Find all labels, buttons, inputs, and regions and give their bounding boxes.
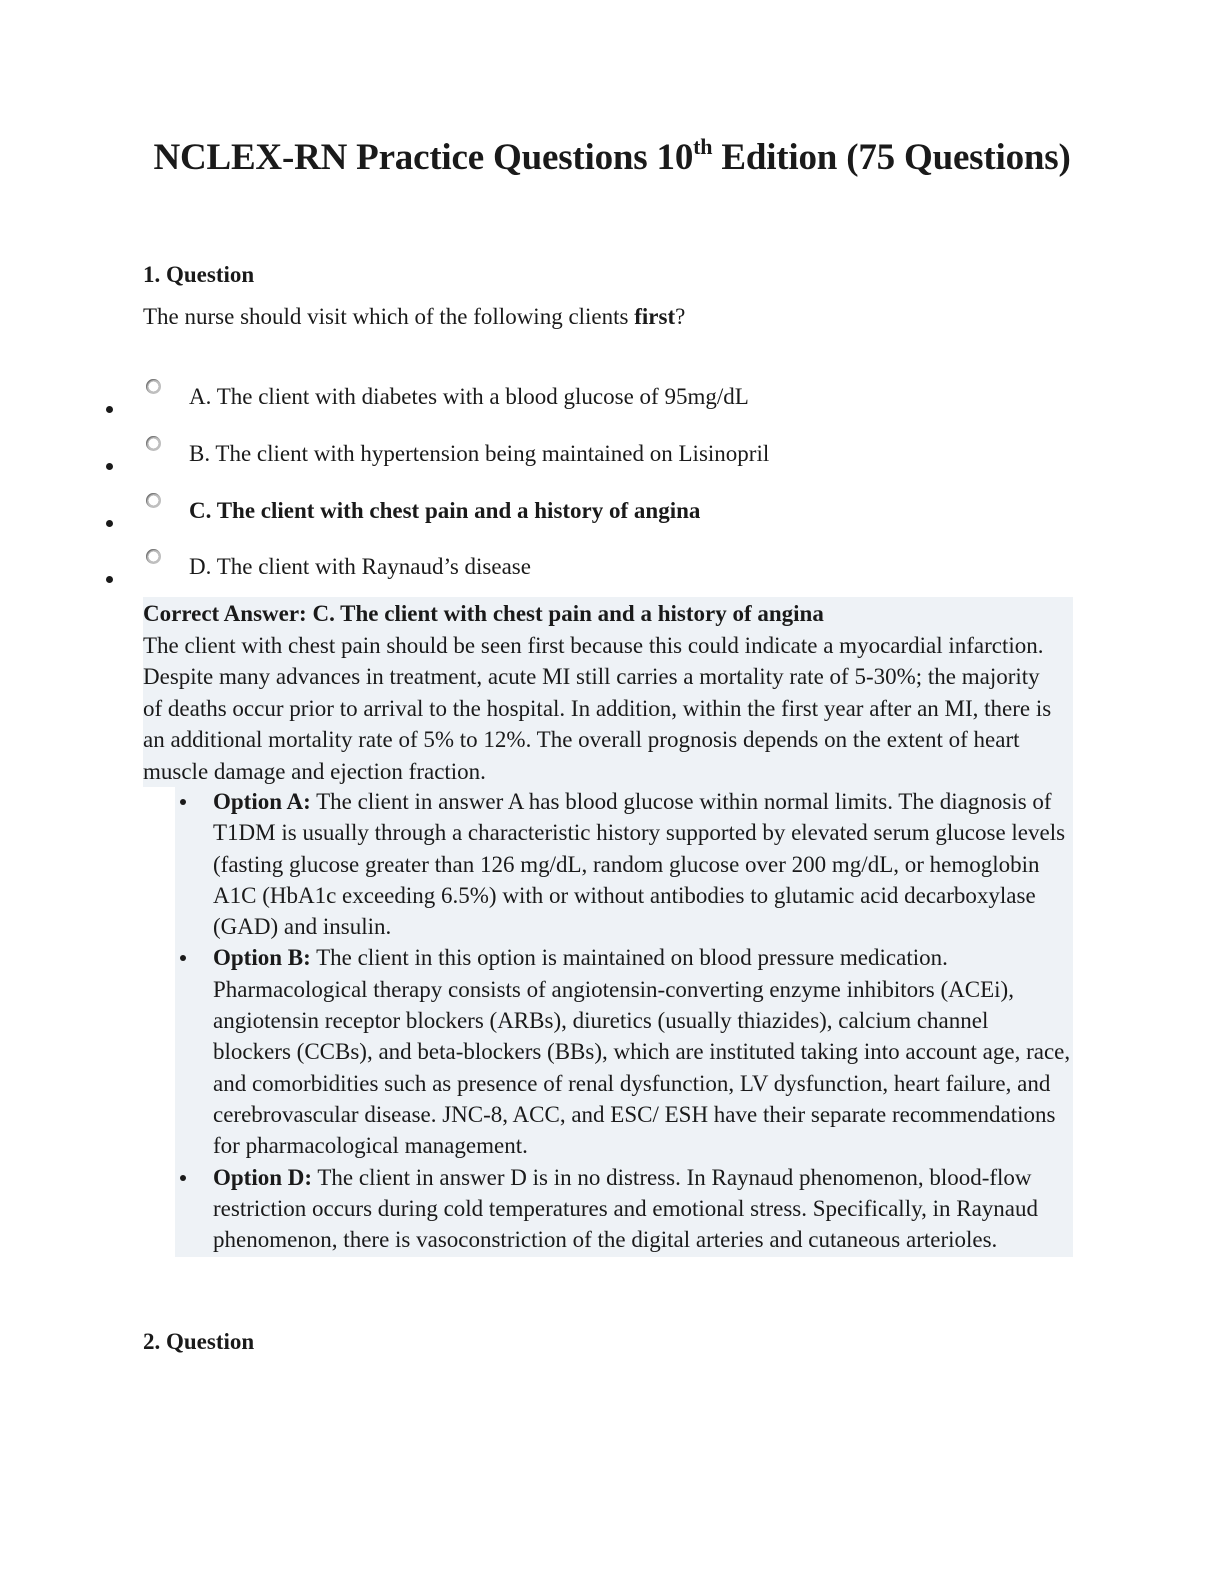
explanation-option-b — [213, 942, 1071, 1161]
question-1-heading: 1. Question — [143, 262, 255, 287]
explanation-option-d — [213, 1162, 1071, 1256]
option-a[interactable] — [0, 384, 1224, 432]
explanation-option-label: Option A: — [213, 789, 311, 814]
explanation-text: The client in answer A has blood glucose within normal limits. The diagnosis of T1DM is usually through a characteristic history supported by elevated serum glucose levels (fasting glucose greater than 126 mg/dL, random glucose over 200 mg/dL, or hemoglobin A1C (HbA1c exceeding 6.5%) with or without antibodies to glutamic acid decarboxylase (GAD) and insulin. — [213, 789, 1066, 940]
explanation-option-label: Option B: — [213, 945, 311, 971]
rationale-paragraph: The client with chest pain should be seen first because this could indicate a myocardial infarction. Despite many advances in treatment, acute MI still carries a mortality rate of 5-30%; the majority of deaths occur prior to arrival to the hospital. In addition, within the first year after an MI, there is an additional mortality rate of 5% to 12%. The overall prognosis depends on the extent of heart muscle damage and ejection fraction. — [143, 632, 1052, 784]
question-text-emphasis: first — [634, 304, 676, 329]
question-text-end: ? — [675, 304, 686, 329]
bullet-icon — [180, 799, 186, 805]
radio-button-icon[interactable] — [146, 493, 161, 508]
option-b-label: B. The client with hypertension being maintained on Lisinopril — [189, 441, 770, 466]
title-superscript: th — [693, 134, 713, 159]
question-text-start: The nurse should visit which of the following clients — [143, 304, 635, 329]
radio-button-icon[interactable] — [146, 549, 161, 564]
title-main: NCLEX-RN Practice Questions 10 — [153, 137, 694, 178]
explanation-option-a — [213, 786, 1071, 942]
answer-explanation — [143, 598, 1063, 787]
option-c[interactable] — [0, 498, 1224, 546]
radio-button-icon[interactable] — [146, 436, 161, 451]
explanation-text: The client in this option is maintained on blood pressure medication. Pharmacological therapy consists of angiotensin-converting enzyme inhibitors (ACEi), angiotensin receptor blockers (ARBs), diuretics (usually thiazides), calcium channel blockers (CCBs), and beta-blockers (BBs), which are instituted taking into account age, race, and comorbidities such as presence of renal dysfunction, LV dysfunction, heart failure, and cerebrovascular disease. JNC-8, ACC, and ESC/ ESH have their separate recommendations for pharmacological management. — [213, 945, 1071, 1159]
option-explanations — [213, 786, 1071, 1255]
radio-button-icon[interactable] — [146, 379, 161, 394]
correct-answer: Correct Answer: C. The client with chest pain and a history of angina — [143, 601, 824, 626]
option-b[interactable] — [0, 441, 1224, 489]
option-a-label: A. The client with diabetes with a blood glucose of 95mg/dL — [189, 384, 749, 409]
explanation-text: The client in answer D is in no distress. In Raynaud phenomenon, blood-flow restriction occurs during cold temperatures and emotional stress. Specifically, in Raynaud phenomenon, there is vasoconstriction of the digital arteries and cutaneous arterioles. — [213, 1164, 1038, 1253]
option-d-label: D. The client with Raynaud’s disease — [189, 554, 531, 579]
title-rest: Edition (75 Questions) — [712, 137, 1071, 178]
bullet-icon — [180, 1175, 186, 1181]
page-title — [0, 136, 1224, 179]
question-1-text — [143, 304, 685, 330]
bullet-icon — [106, 520, 113, 527]
bullet-icon — [106, 463, 113, 470]
question-2-heading: 2. Question — [143, 1329, 255, 1354]
bullet-icon — [106, 576, 113, 583]
option-c-label: C. The client with chest pain and a history of angina — [189, 498, 701, 523]
option-d[interactable] — [0, 554, 1224, 602]
explanation-option-label: Option D: — [213, 1164, 313, 1190]
bullet-icon — [106, 406, 113, 413]
